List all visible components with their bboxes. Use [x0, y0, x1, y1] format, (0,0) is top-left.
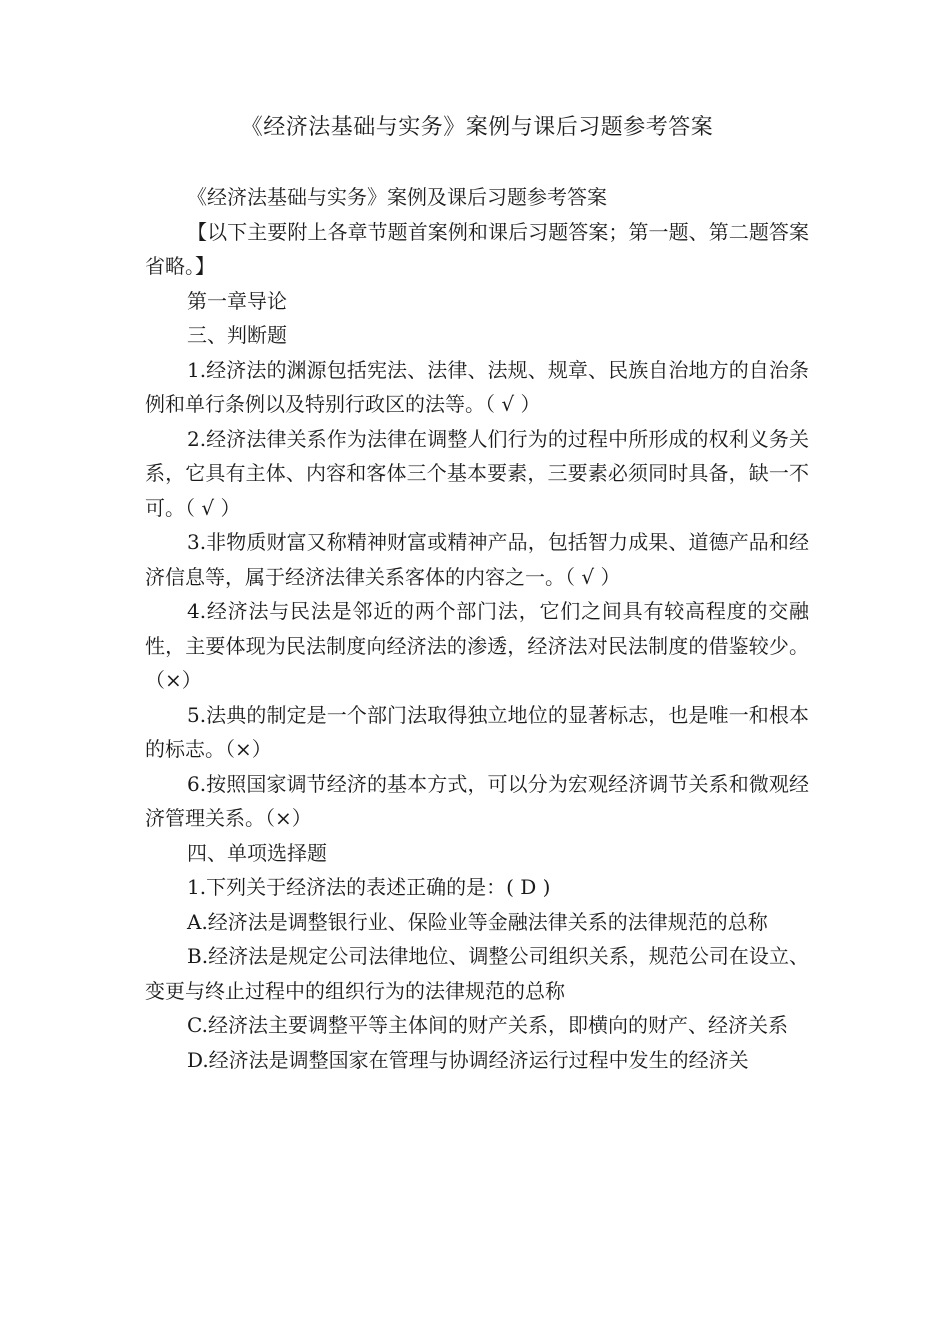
paragraph-subtitle: 《经济法基础与实务》案例及课后习题参考答案 — [187, 185, 607, 209]
paragraph-note: 【以下主要附上各章节题首案例和课后习题答案；第一题、第二题答案省略。】 — [145, 219, 809, 278]
question-item: 3.非物质财富又称精神财富或精神产品，包括智力成果、道德产品和经济信息等，属于经济法律关系客体的内容之一。（ √ ） — [145, 530, 809, 589]
section-heading-single-choice: 四、单项选择题 — [187, 840, 327, 865]
question-item: 1.下列关于经济法的表述正确的是：( D ) — [187, 875, 551, 899]
section-heading-true-false: 三、判断题 — [187, 323, 287, 347]
choice-option-a: A.经济法是调整银行业、保险业等金融法律关系的法律规范的总称 — [187, 909, 768, 934]
document-page — [145, 104, 809, 1077]
question-item: 1.经济法的渊源包括宪法、法律、法规、规章、民族自治地方的自治条例和单行条例以及特别行政区的法等。（ √ ） — [145, 357, 809, 416]
choice-option-c: C.经济法主要调整平等主体间的财产关系，即横向的财产、经济关系 — [187, 1013, 788, 1037]
question-item: 4.经济法与民法是邻近的两个部门法，它们之间具有较高程度的交融性，主要体现为民法制度向经济法的渗透，经济法对民法制度的借鉴较少。（×） — [145, 599, 809, 692]
question-item: 6.按照国家调节经济的基本方式，可以分为宏观经济调节关系和微观经济管理关系。（×） — [145, 771, 809, 830]
question-item: 2.经济法律关系作为法律在调整人们行为的过程中所形成的权利义务关系，它具有主体、内容和客体三个基本要素，三要素必须同时具备，缺一不可。（ √ ） — [145, 426, 809, 520]
choice-option-d: D.经济法是调整国家在管理与协调经济运行过程中发生的经济关 — [187, 1047, 749, 1072]
chapter-heading: 第一章导论 — [187, 288, 287, 313]
choice-option-b: B.经济法是规定公司法律地位、调整公司组织关系，规范公司在设立、变更与终止过程中的组织行为的法律规范的总称 — [145, 944, 809, 1003]
document-title: 《经济法基础与实务》案例与课后习题参考答案 — [240, 115, 714, 140]
question-item: 5.法典的制定是一个部门法取得独立地位的显著标志，也是唯一和根本的标志。（×） — [145, 702, 809, 761]
